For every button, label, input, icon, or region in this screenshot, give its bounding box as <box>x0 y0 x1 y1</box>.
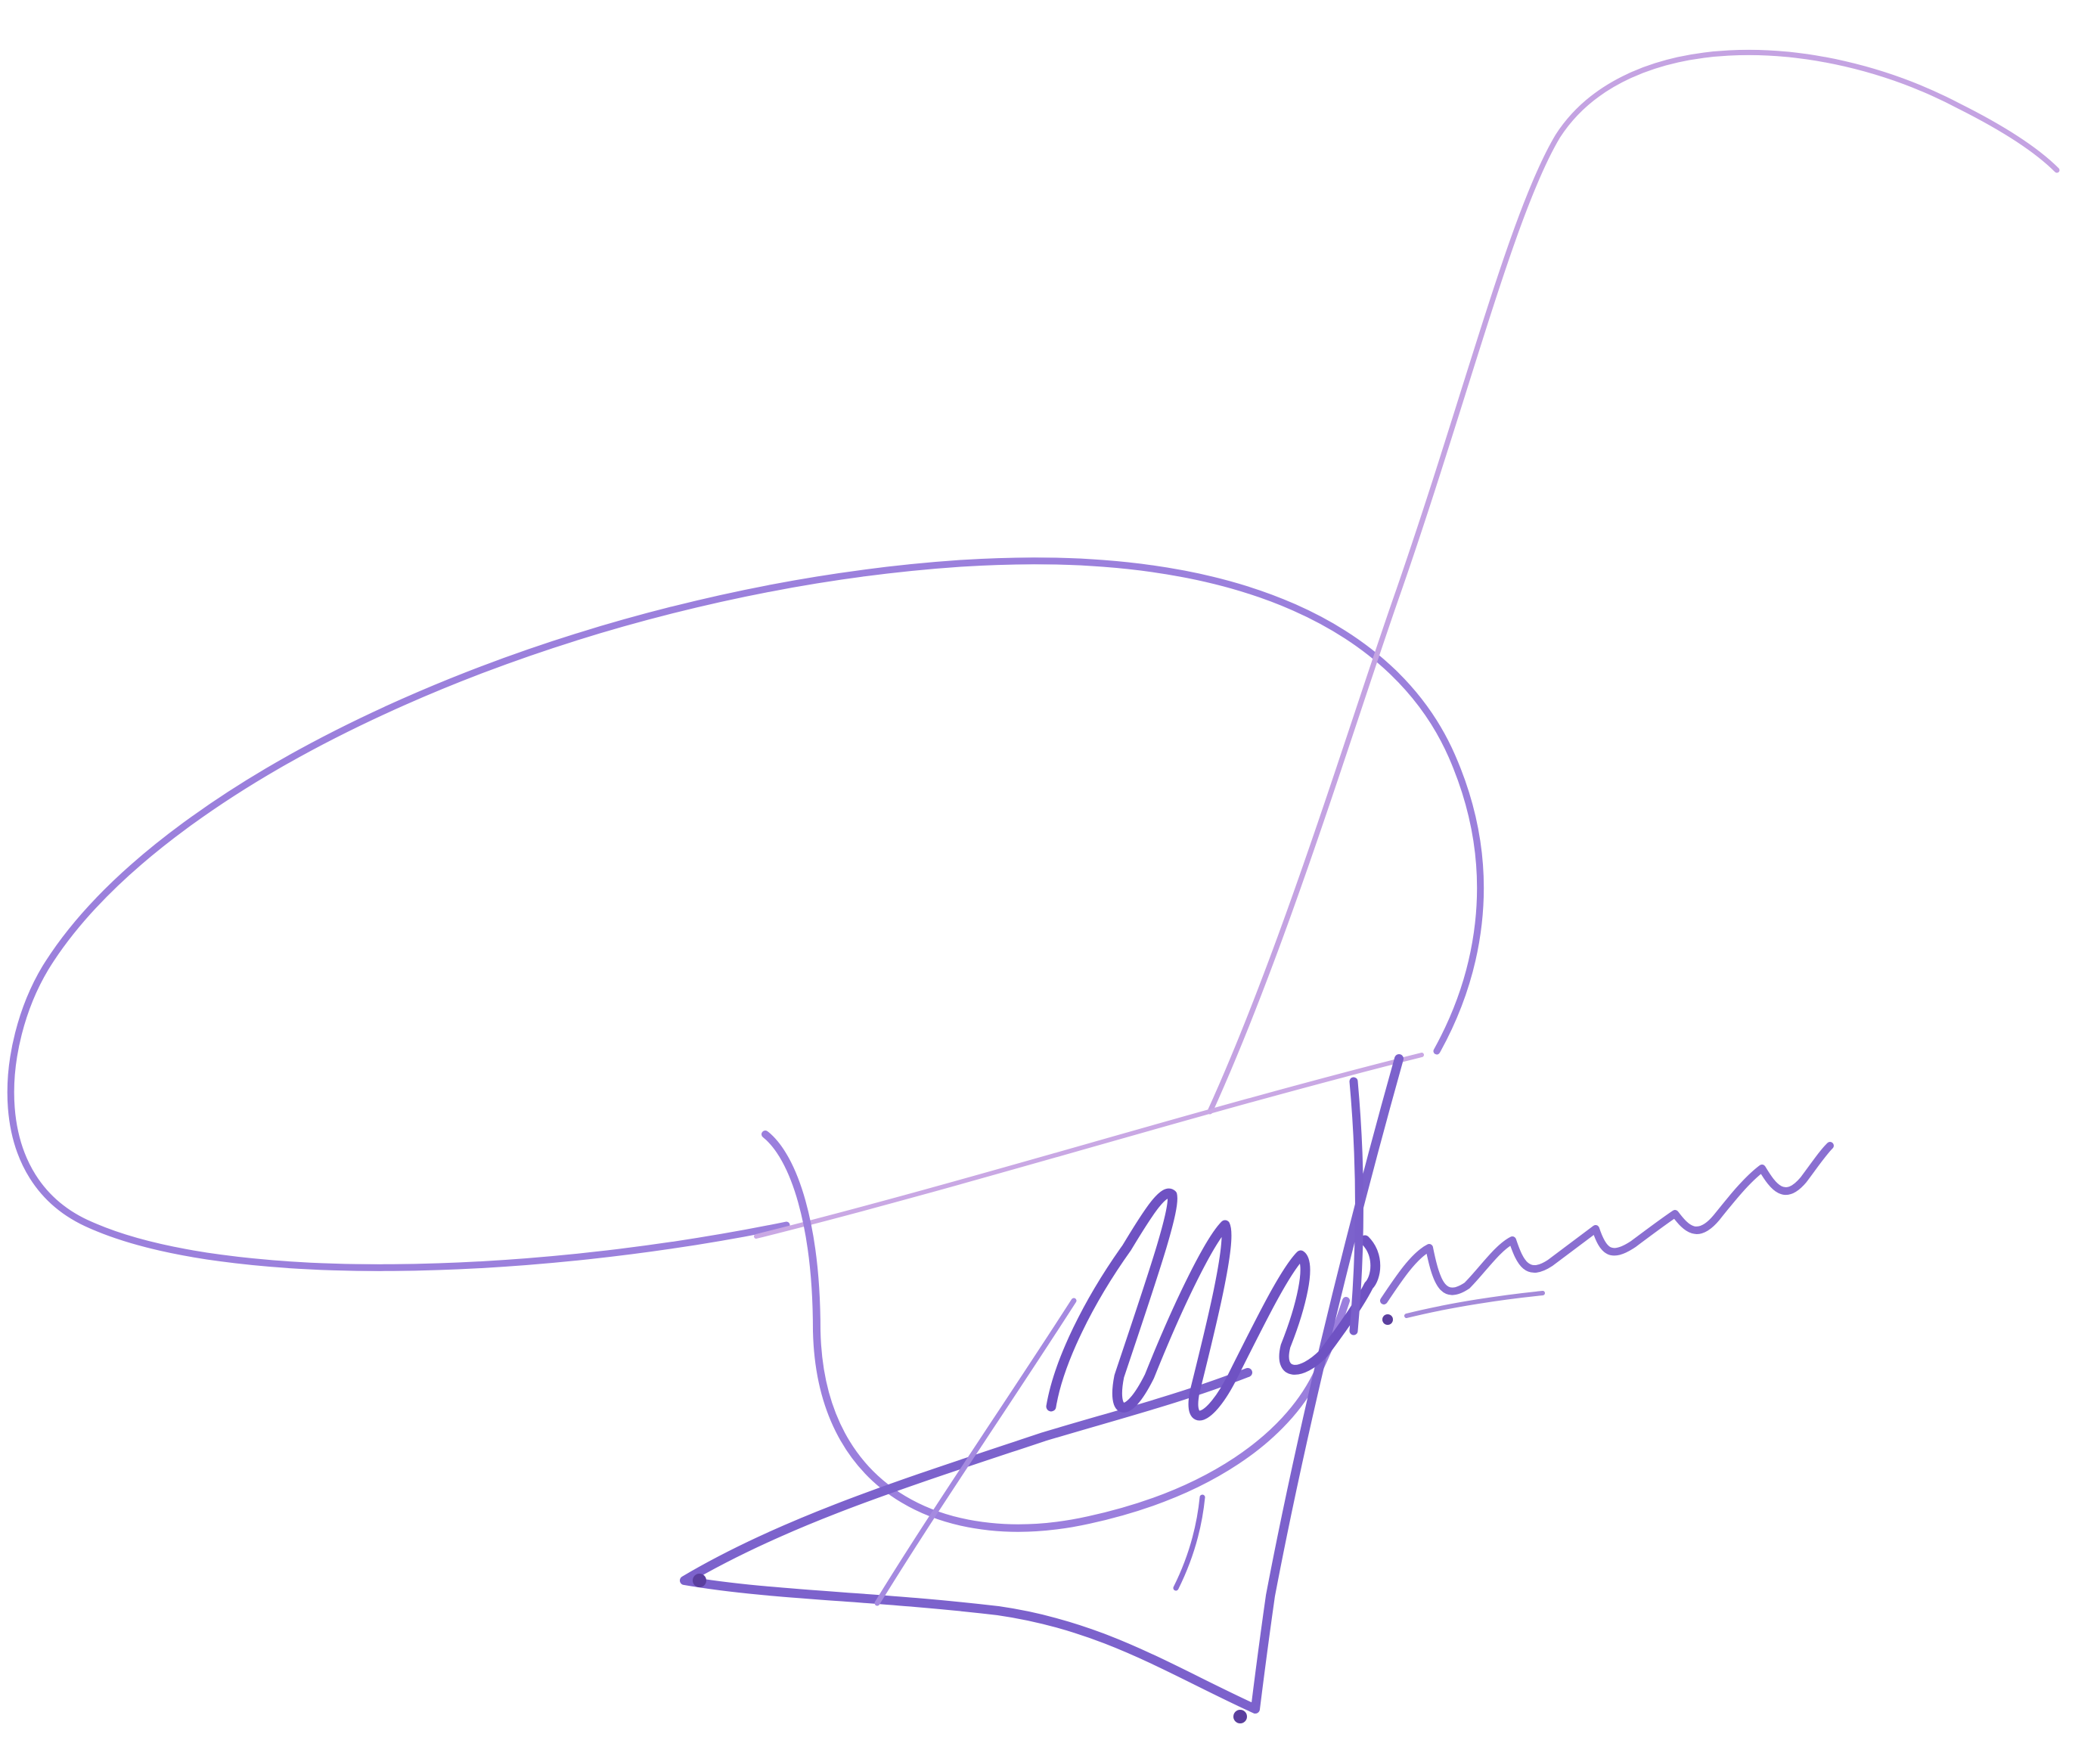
signature-cursive-word-stroke <box>1384 1146 1830 1301</box>
signature-triangle-stroke <box>684 1059 1399 1709</box>
signature-crossing-stroke <box>756 1055 1422 1236</box>
signature-inner-slant-stroke <box>877 1301 1074 1603</box>
signature-upper-hook-stroke <box>1210 52 2057 1112</box>
signature-baseline-stroke <box>1407 1293 1543 1316</box>
signature-dot-bottom <box>1233 1710 1247 1723</box>
signature-large-oval-stroke <box>11 561 1480 1268</box>
signature-dot-middle <box>1382 1314 1393 1325</box>
signature-dot-left <box>693 1574 706 1587</box>
handwritten-signature <box>11 52 2057 1723</box>
signature-small-tick-stroke <box>1176 1497 1202 1588</box>
